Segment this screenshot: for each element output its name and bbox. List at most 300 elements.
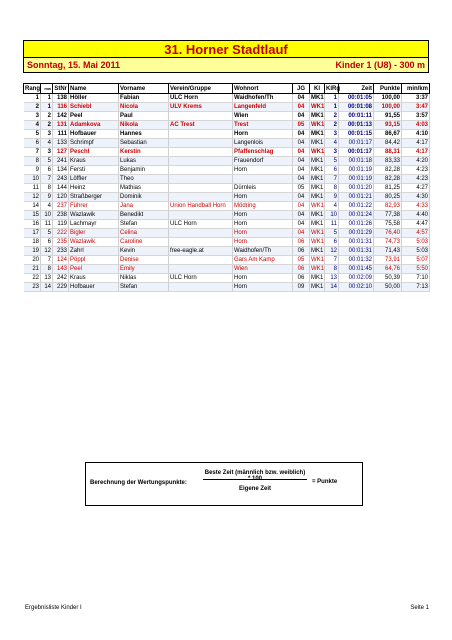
cell-kl: WK1: [311, 122, 325, 128]
cell-stnr: 134: [53, 166, 69, 175]
event-date: Sonntag, 15. Mai 2011: [27, 60, 121, 70]
cell-mw: 14: [41, 283, 53, 292]
cell-punkte: 82,28: [374, 166, 402, 175]
cell-klrg: 5: [325, 157, 339, 166]
cell-klrg: 4: [325, 139, 339, 148]
cell-minkm: 3:47: [402, 103, 430, 112]
cell-vorname: Nicola: [119, 103, 169, 112]
cell-stnr: 241: [53, 157, 69, 166]
cell-verein: [169, 229, 233, 238]
cell-rang: 22: [24, 274, 41, 283]
cell-vorname: Sebastian: [119, 139, 169, 148]
cell-rang: 7: [24, 148, 41, 157]
cell-punkte: 71,43: [374, 247, 402, 256]
cell-jg: 06: [293, 274, 310, 283]
cell-name: Kraus: [69, 274, 119, 283]
cell-verein: [169, 130, 233, 139]
cell-verein: [169, 283, 233, 292]
cell-minkm: 5:50: [402, 265, 430, 274]
cell-punkte: 74,73: [374, 238, 402, 247]
cell-rang: 16: [24, 220, 41, 229]
table-row: [24, 229, 430, 238]
cell-mw: 4: [41, 139, 53, 148]
cell-verein: [169, 112, 233, 121]
cell-vorname: Lukas: [119, 157, 169, 166]
cell-rang: 19: [24, 247, 41, 256]
cell-mw: 2: [41, 121, 53, 130]
table-row: [24, 274, 430, 283]
cell-kl: WK1: [311, 230, 325, 236]
cell-name: Zahrl: [69, 247, 119, 256]
cell-stnr: 124: [53, 256, 69, 265]
cell-stnr: 143: [53, 265, 69, 274]
cell-stnr: 120: [53, 193, 69, 202]
cell-vorname: Fabian: [119, 94, 169, 103]
header-col-jg: JG: [293, 84, 310, 94]
cell-klrg: 2: [325, 121, 339, 130]
cell-jg: 06: [293, 265, 310, 274]
cell-stnr: 242: [53, 274, 69, 283]
cell-minkm: 4:40: [402, 211, 430, 220]
cell-mw: 8: [41, 265, 53, 274]
cell-jg: 04: [293, 94, 310, 103]
cell-stnr: 138: [53, 94, 69, 103]
cell-zeit: 00:01:15: [339, 130, 374, 139]
page-title: 31. Horner Stadtlauf: [23, 40, 429, 59]
cell-wohnort: Wien: [233, 265, 293, 274]
cell-minkm: 7:10: [402, 274, 430, 283]
cell-name: Fersti: [69, 166, 119, 175]
cell-rang: 23: [24, 283, 41, 292]
cell-vorname: Kevin: [119, 247, 169, 256]
cell-vorname: Denise: [119, 256, 169, 265]
cell-stnr: 229: [53, 283, 69, 292]
cell-mw: 7: [41, 175, 53, 184]
cell-stnr: 131: [53, 121, 69, 130]
cell-minkm: 7:13: [402, 283, 430, 292]
table-row: [24, 265, 430, 274]
cell-name: Löffler: [69, 175, 119, 184]
table-row: [24, 121, 430, 130]
race-category: Kinder 1 (U8) - 300 m: [335, 60, 425, 70]
cell-punkte: 84,42: [374, 139, 402, 148]
cell-verein: [169, 166, 233, 175]
table-row: [24, 139, 430, 148]
cell-verein: [169, 211, 233, 220]
cell-kl: WK1: [311, 149, 325, 155]
cell-kl: MK1: [311, 248, 324, 254]
table-row: [24, 184, 430, 193]
cell-mw: 5: [41, 157, 53, 166]
cell-minkm: 4:17: [402, 139, 430, 148]
cell-stnr: 144: [53, 184, 69, 193]
cell-klrg: 9: [325, 193, 339, 202]
cell-name: Schrimpf: [69, 139, 119, 148]
scoring-formula: [85, 462, 363, 506]
cell-punkte: 75,58: [374, 220, 402, 229]
cell-name: Straßberger: [69, 193, 119, 202]
cell-minkm: 4:23: [402, 166, 430, 175]
cell-vorname: Caroline: [119, 238, 169, 247]
cell-mw: 5: [41, 229, 53, 238]
cell-rang: 21: [24, 265, 41, 274]
cell-name: Führer: [69, 202, 119, 211]
cell-minkm: 4:17: [402, 148, 430, 157]
cell-punkte: 86,67: [374, 130, 402, 139]
cell-wohnort: Wien: [233, 112, 293, 121]
footer-page-number: Seite 1: [410, 605, 429, 611]
cell-punkte: 73,91: [374, 256, 402, 265]
cell-zeit: 00:01:32: [339, 256, 374, 265]
cell-jg: 04: [293, 148, 310, 157]
cell-name: Heinz: [69, 184, 119, 193]
cell-zeit: 00:01:19: [339, 175, 374, 184]
cell-kl: WK1: [311, 257, 325, 263]
cell-stnr: 111: [53, 130, 69, 139]
cell-kl: MK1: [311, 140, 324, 146]
cell-klrg: 4: [325, 202, 339, 211]
cell-rang: 9: [24, 166, 41, 175]
cell-stnr: 237: [53, 202, 69, 211]
cell-kl: WK1: [311, 239, 325, 245]
cell-wohnort: Waidhofen/Th: [233, 247, 293, 256]
cell-vorname: Benedikt: [119, 211, 169, 220]
cell-mw: 4: [41, 202, 53, 211]
cell-minkm: 4:30: [402, 193, 430, 202]
table-row: [24, 247, 430, 256]
cell-zeit: 00:01:31: [339, 238, 374, 247]
cell-kl: WK1: [311, 266, 325, 272]
cell-wohnort: Horn: [233, 220, 293, 229]
header-col-mw: mw: [41, 84, 53, 94]
cell-kl: MK1: [311, 194, 324, 200]
cell-minkm: 4:10: [402, 130, 430, 139]
cell-rang: 6: [24, 139, 41, 148]
cell-jg: 04: [293, 103, 310, 112]
cell-jg: 04: [293, 193, 310, 202]
cell-zeit: 00:01:21: [339, 193, 374, 202]
cell-minkm: 4:47: [402, 220, 430, 229]
cell-kl: MK1: [311, 185, 324, 191]
cell-verein: AC Trest: [169, 121, 233, 130]
cell-rang: 15: [24, 211, 41, 220]
cell-stnr: 222: [53, 229, 69, 238]
cell-stnr: 233: [53, 247, 69, 256]
cell-wohnort: Dürnleis: [233, 184, 293, 193]
cell-jg: 04: [293, 112, 310, 121]
cell-mw: 6: [41, 166, 53, 175]
cell-minkm: 4:20: [402, 157, 430, 166]
cell-kl: WK1: [311, 104, 325, 110]
header-col-zeit: Zeit: [339, 84, 374, 94]
cell-name: Peschl: [69, 148, 119, 157]
cell-klrg: 1: [325, 94, 339, 103]
cell-name: Hofbauer: [69, 130, 119, 139]
formula-label: Berechnung der Wertungspunkte:: [90, 480, 187, 486]
cell-rang: 5: [24, 130, 41, 139]
cell-stnr: 127: [53, 148, 69, 157]
table-row: [24, 238, 430, 247]
cell-vorname: Theo: [119, 175, 169, 184]
cell-stnr: 116: [53, 103, 69, 112]
cell-jg: 04: [293, 211, 310, 220]
cell-rang: 11: [24, 184, 41, 193]
cell-jg: 04: [293, 166, 310, 175]
cell-stnr: 119: [53, 220, 69, 229]
cell-verein: ULC Horn: [169, 220, 233, 229]
cell-minkm: 4:27: [402, 184, 430, 193]
cell-klrg: 2: [325, 112, 339, 121]
cell-rang: 17: [24, 229, 41, 238]
cell-zeit: 00:01:26: [339, 220, 374, 229]
table-row: [24, 193, 430, 202]
header-col-rang: Rang: [25, 85, 40, 92]
table-row: [24, 130, 430, 139]
cell-name: Peel: [69, 112, 119, 121]
cell-kl: MK1: [311, 167, 324, 173]
cell-kl: MK1: [311, 275, 324, 281]
cell-jg: 04: [293, 157, 310, 166]
cell-rang: 14: [24, 202, 41, 211]
results-table: [23, 83, 430, 292]
cell-zeit: 00:01:13: [339, 121, 374, 130]
cell-mw: 7: [41, 256, 53, 265]
header-col-minkm: min/km: [402, 84, 430, 94]
cell-rang: 20: [24, 256, 41, 265]
cell-vorname: Emily: [119, 265, 169, 274]
cell-vorname: Jana: [119, 202, 169, 211]
cell-rang: 4: [24, 121, 41, 130]
cell-name: Peel: [69, 265, 119, 274]
cell-rang: 12: [24, 193, 41, 202]
cell-zeit: 00:01:31: [339, 247, 374, 256]
cell-verein: [169, 265, 233, 274]
cell-zeit: 00:01:20: [339, 184, 374, 193]
cell-zeit: 00:01:45: [339, 265, 374, 274]
cell-rang: 18: [24, 238, 41, 247]
cell-zeit: 00:01:17: [339, 148, 374, 157]
cell-mw: 3: [41, 130, 53, 139]
cell-klrg: 12: [325, 247, 339, 256]
cell-stnr: 133: [53, 139, 69, 148]
cell-wohnort: Horn: [233, 238, 293, 247]
header-col-vorname: Vorname: [119, 84, 169, 94]
cell-jg: 04: [293, 130, 310, 139]
cell-punkte: 76,40: [374, 229, 402, 238]
cell-zeit: 00:01:17: [339, 139, 374, 148]
fraction-line: [203, 479, 307, 480]
cell-jg: 04: [293, 139, 310, 148]
table-row: [24, 112, 430, 121]
cell-kl: MK1: [311, 176, 324, 182]
table-row: [24, 94, 430, 103]
cell-jg: 05: [293, 121, 310, 130]
cell-punkte: 100,00: [374, 103, 402, 112]
cell-wohnort: Horn: [233, 229, 293, 238]
cell-zeit: 00:01:22: [339, 202, 374, 211]
cell-verein: [169, 148, 233, 157]
cell-klrg: 14: [325, 283, 339, 292]
cell-jg: 04: [293, 229, 310, 238]
table-row: [24, 256, 430, 265]
cell-name: Wazlawik: [69, 211, 119, 220]
cell-klrg: 5: [325, 229, 339, 238]
table-row: [24, 166, 430, 175]
cell-zeit: 00:01:05: [339, 94, 374, 103]
cell-mw: 10: [41, 211, 53, 220]
cell-mw: 12: [41, 247, 53, 256]
cell-wohnort: Horn: [233, 130, 293, 139]
cell-kl: MK1: [311, 158, 324, 164]
cell-mw: 2: [41, 112, 53, 121]
cell-vorname: Stefan: [119, 220, 169, 229]
cell-name: Höller: [69, 94, 119, 103]
cell-mw: 3: [41, 148, 53, 157]
formula-numerator: Beste Zeit (männlich bzw. weiblich) * 100: [204, 470, 306, 482]
cell-punkte: 50,00: [374, 283, 402, 292]
cell-jg: 06: [293, 247, 310, 256]
table-row: [24, 220, 430, 229]
cell-jg: 04: [293, 175, 310, 184]
cell-wohnort: Langenfeld: [233, 103, 293, 112]
cell-zeit: 00:01:19: [339, 166, 374, 175]
cell-zeit: 00:01:24: [339, 211, 374, 220]
cell-verein: free-eagle.at: [169, 247, 233, 256]
cell-verein: Union Handball Horn: [169, 202, 233, 211]
cell-wohnort: Langenlois: [233, 139, 293, 148]
cell-mw: 8: [41, 184, 53, 193]
cell-klrg: 8: [325, 184, 339, 193]
cell-zeit: 00:01:18: [339, 157, 374, 166]
cell-vorname: Mathias: [119, 184, 169, 193]
cell-punkte: 82,93: [374, 202, 402, 211]
cell-punkte: 82,28: [374, 175, 402, 184]
cell-verein: [169, 238, 233, 247]
table-row: [24, 211, 430, 220]
table-row: [24, 202, 430, 211]
cell-mw: 11: [41, 220, 53, 229]
cell-wohnort: Horn: [233, 211, 293, 220]
cell-jg: 06: [293, 238, 310, 247]
cell-stnr: 142: [53, 112, 69, 121]
cell-minkm: 4:57: [402, 229, 430, 238]
cell-klrg: 10: [325, 211, 339, 220]
cell-punkte: 83,33: [374, 157, 402, 166]
cell-punkte: 80,25: [374, 193, 402, 202]
formula-denominator: Eigene Zeit: [238, 486, 271, 492]
cell-minkm: 4:03: [402, 121, 430, 130]
cell-kl: MK1: [311, 131, 324, 137]
cell-kl: MK1: [311, 221, 324, 227]
cell-wohnort: Waidhofen/Th: [233, 94, 293, 103]
cell-verein: [169, 157, 233, 166]
table-header-row: [24, 84, 430, 94]
cell-verein: [169, 184, 233, 193]
cell-zeit: 00:01:29: [339, 229, 374, 238]
cell-wohnort: Trest: [233, 121, 293, 130]
cell-klrg: 8: [325, 265, 339, 274]
cell-name: Hofbauer: [69, 283, 119, 292]
cell-punkte: 93,15: [374, 121, 402, 130]
cell-vorname: Kerstin: [119, 148, 169, 157]
cell-rang: 1: [24, 94, 41, 103]
cell-punkte: 100,00: [374, 94, 402, 103]
cell-wohnort: Frauendorf: [233, 157, 293, 166]
cell-name: Schiebl: [69, 103, 119, 112]
cell-klrg: 7: [325, 175, 339, 184]
formula-result: = Punkte: [312, 479, 338, 485]
cell-wohnort: Horn: [233, 274, 293, 283]
cell-minkm: 3:37: [402, 94, 430, 103]
cell-wohnort: Gars Am Kamp: [233, 256, 293, 265]
cell-kl: WK1: [311, 203, 325, 209]
cell-punkte: 81,25: [374, 184, 402, 193]
cell-punkte: 50,39: [374, 274, 402, 283]
cell-name: Adamkova: [69, 121, 119, 130]
cell-jg: 09: [293, 283, 310, 292]
cell-vorname: Dominik: [119, 193, 169, 202]
cell-name: Wazlawik: [69, 238, 119, 247]
table-row: [24, 157, 430, 166]
cell-kl: MK1: [311, 212, 324, 218]
results-body: [24, 94, 430, 292]
cell-mw: 9: [41, 193, 53, 202]
cell-kl: MK1: [311, 113, 324, 119]
cell-klrg: 11: [325, 220, 339, 229]
cell-verein: [169, 139, 233, 148]
header-col-klrg: KlRg: [326, 85, 340, 92]
cell-name: Pöppl: [69, 256, 119, 265]
cell-klrg: 6: [325, 238, 339, 247]
cell-vorname: Nikola: [119, 121, 169, 130]
header-col-kl: Kl: [310, 84, 325, 94]
cell-wohnort: Horn: [233, 283, 293, 292]
cell-minkm: 5:07: [402, 256, 430, 265]
cell-verein: [169, 175, 233, 184]
header-col-verein: Verein/Gruppe: [169, 84, 233, 94]
cell-vorname: Stefan: [119, 283, 169, 292]
header-col-name: Name: [69, 84, 119, 94]
cell-klrg: 3: [325, 130, 339, 139]
cell-zeit: 00:01:11: [339, 112, 374, 121]
cell-wohnort: [233, 175, 293, 184]
cell-jg: 05: [293, 184, 310, 193]
cell-jg: 04: [293, 202, 310, 211]
cell-name: Lachmayr: [69, 220, 119, 229]
cell-minkm: 3:57: [402, 112, 430, 121]
cell-vorname: Niklas: [119, 274, 169, 283]
cell-rang: 2: [24, 103, 41, 112]
cell-rang: 3: [24, 112, 41, 121]
cell-kl: MK1: [311, 95, 324, 101]
cell-zeit: 00:01:08: [339, 103, 374, 112]
table-row: [24, 148, 430, 157]
cell-zeit: 00:02:09: [339, 274, 374, 283]
cell-rang: 8: [24, 157, 41, 166]
cell-klrg: 3: [325, 148, 339, 157]
cell-punkte: 88,31: [374, 148, 402, 157]
cell-mw: 1: [41, 94, 53, 103]
cell-name: Bigler: [69, 229, 119, 238]
cell-stnr: 243: [53, 175, 69, 184]
cell-minkm: 4:33: [402, 202, 430, 211]
cell-minkm: 5:03: [402, 238, 430, 247]
cell-jg: 05: [293, 256, 310, 265]
cell-klrg: 6: [325, 166, 339, 175]
cell-vorname: Hannes: [119, 130, 169, 139]
table-row: [24, 103, 430, 112]
header-col-punkte: Punkte: [374, 84, 402, 94]
